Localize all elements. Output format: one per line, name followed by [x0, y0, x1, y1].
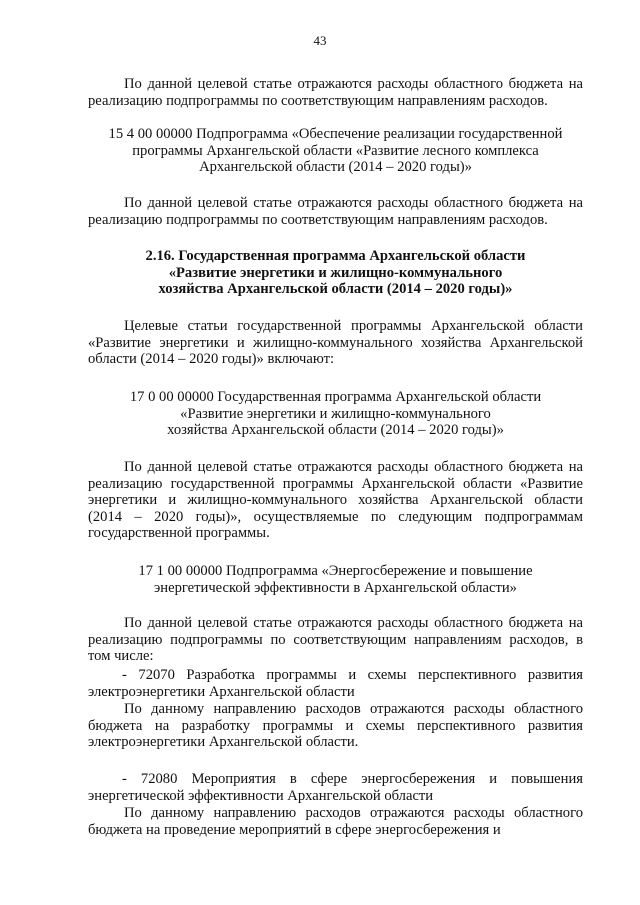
subprogram-15-4-line-3: Архангельской области (2014 – 2020 годы)»: [199, 159, 472, 176]
program-17-0-heading: [88, 389, 583, 439]
paragraph-3: По данной целевой статье отражаются расходы областного бюджета на реализацию подпрограммы по соответствующим направлениям расходов.: [88, 195, 583, 228]
paragraph-1: По данной целевой статье отражаются расходы областного бюджета на реализацию подпрограммы по соответствующим направлениям расходов.: [88, 76, 583, 109]
section-heading-line-2: «Развитие энергетики и жилищно-коммунального: [168, 264, 503, 281]
paragraph-6: По данной целевой статье отражаются расходы областного бюджета на реализацию государственной программы Архангельской области «Развитие энергетики и жилищно-коммунального хозяйства Архангельской области (2014 – 2020 годы)», осуществляемые по следующим подпрограммам государственной программы.: [88, 459, 583, 542]
subprogram-17-1-heading: [88, 563, 583, 596]
subprogram-15-4-line-2: программы Архангельской области «Развитие лесного комплекса: [132, 142, 539, 159]
subprogram-15-4-line-1: 15 4 00 00000 Подпрограмма «Обеспечение реализации государственной: [108, 126, 563, 142]
section-2-16-heading: [88, 248, 583, 298]
page-number: 43: [313, 33, 327, 48]
section-heading-line-1: 2.16. Государственная программа Архангельской области: [145, 248, 526, 264]
item-72080: - 72080 Мероприятия в сфере энергосбережения и повышения энергетической эффективности Архангельской области: [88, 771, 583, 804]
program-17-0-line-1: 17 0 00 00000 Государственная программа Архангельской области: [129, 389, 542, 405]
paragraph-12: По данному направлению расходов отражаются расходы областного бюджета на проведение мероприятий в сфере энергосбережения и: [88, 805, 583, 838]
program-17-0-line-3: хозяйства Архангельской области (2014 – 2020 годы)»: [167, 422, 504, 439]
subprogram-17-1-line-1: 17 1 00 00000 Подпрограмма «Энергосбережение и повышение: [138, 563, 533, 579]
paragraph-4: Целевые статьи государственной программы Архангельской области «Развитие энергетики и жилищно-коммунального хозяйства Архангельской области (2014 – 2020 годы)» включают:: [88, 318, 583, 368]
program-17-0-line-2: «Развитие энергетики и жилищно-коммунального: [180, 405, 491, 422]
paragraph-10: По данному направлению расходов отражаются расходы областного бюджета на разработку программы и схемы перспективного развития электроэнергетики Архангельской области.: [88, 701, 583, 751]
section-heading-line-3: хозяйства Архангельской области (2014 – 2020 годы)»: [158, 281, 513, 298]
subprogram-15-4-heading: [88, 126, 583, 176]
subprogram-17-1-line-2: энергетической эффективности в Архангельской области»: [154, 579, 517, 596]
item-72070: - 72070 Разработка программы и схемы перспективного развития электроэнергетики Архангельской области: [88, 667, 583, 700]
paragraph-8: По данной целевой статье отражаются расходы областного бюджета на реализацию подпрограммы по соответствующим направлениям расходов, в том числе:: [88, 615, 583, 665]
